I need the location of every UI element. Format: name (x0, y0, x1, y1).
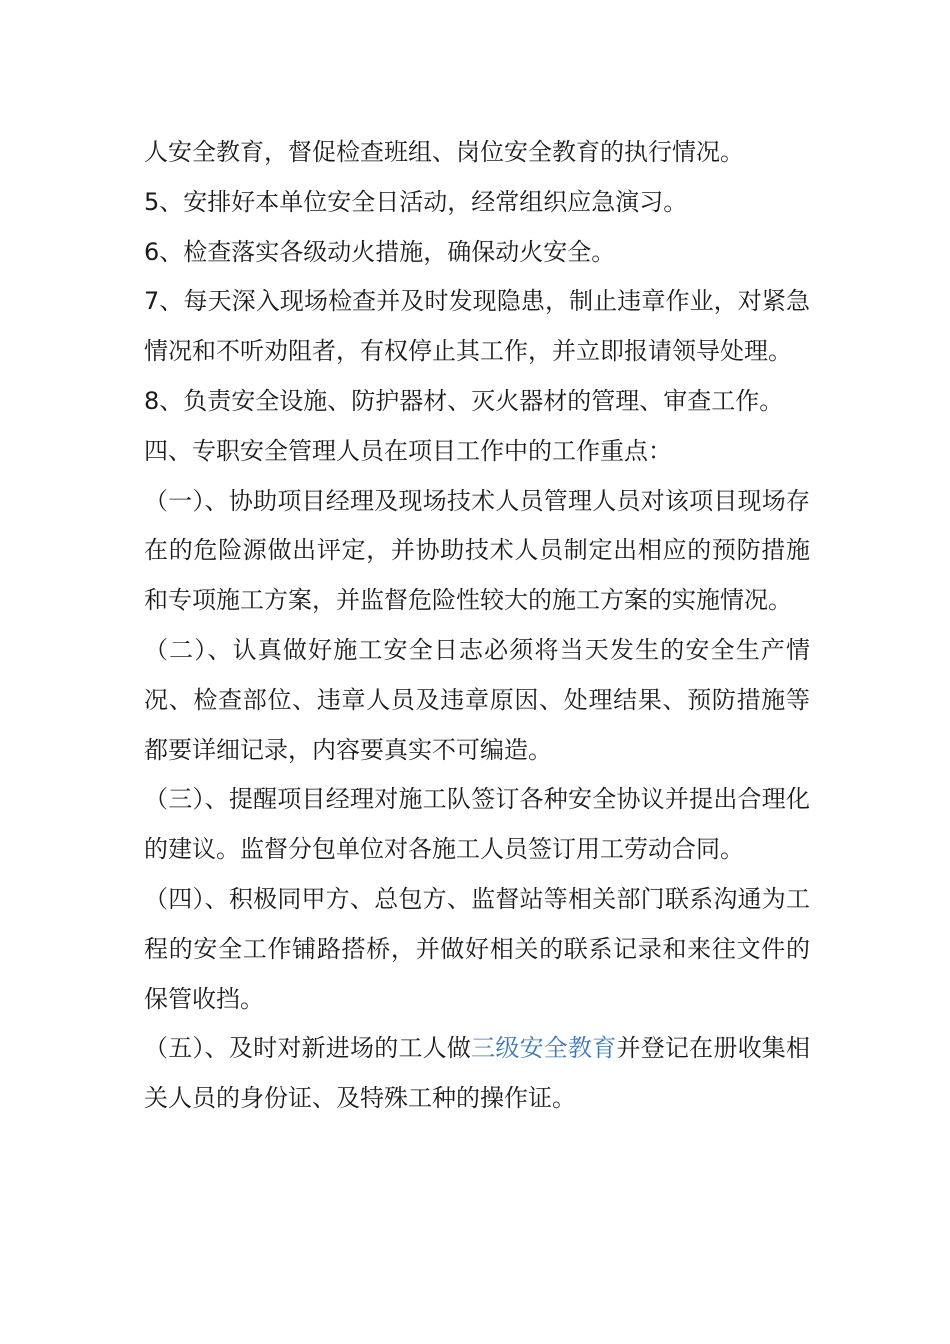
paragraph-2: 5、安排好本单位安全日活动，经常组织应急演习。 (144, 187, 688, 216)
paragraph-11-before: （五）、及时对新进场的工人做 (144, 1034, 472, 1063)
paragraph-8: （二）、认真做好施工安全日志必须将当天发生的安全生产情况、检查部位、违章人员及违章原因、处理结果、预防措施等都要详细记录，内容要真实不可编造。 (144, 635, 810, 764)
document-body (144, 128, 810, 1124)
section-heading: 四、专职安全管理人员在项目工作中的工作重点： (144, 436, 672, 465)
paragraph-9: （三）、提醒项目经理对施工队签订各种安全协议并提出合理化的建议。监督分包单位对各施工人员签订用工劳动合同。 (144, 785, 810, 864)
paragraph-11-after: 并登记在册收集相关人员的身份证、及特殊工种的操作证。 (144, 1034, 811, 1113)
paragraph-7: （一）、协助项目经理及现场技术人员管理人员对该项目现场存在的危险源做出评定，并协助技术人员制定出相应的预防措施和专项施工方案，并监督危险性较大的施工方案的实施情况。 (144, 486, 810, 615)
safety-education-link[interactable]: 三级安全教育 (471, 1034, 617, 1063)
paragraph-4: 7、每天深入现场检查并及时发现隐患，制止违章作业，对紧急情况和不听劝阻者，有权停止其工作，并立即报请领导处理。 (144, 287, 810, 366)
paragraph-5: 8、负责安全设施、防护器材、灭火器材的管理、审查工作。 (144, 386, 784, 415)
paragraph-10: （四）、积极同甲方、总包方、监督站等相关部门联系沟通为工程的安全工作铺路搭桥，并做好相关的联系记录和来往文件的保管收挡。 (144, 884, 810, 1013)
paragraph-11 (144, 1024, 810, 1124)
paragraph-3: 6、检查落实各级动火措施，确保动火安全。 (144, 237, 616, 266)
paragraph-1: 人安全教育，督促检查班组、岗位安全教育的执行情况。 (144, 138, 744, 166)
